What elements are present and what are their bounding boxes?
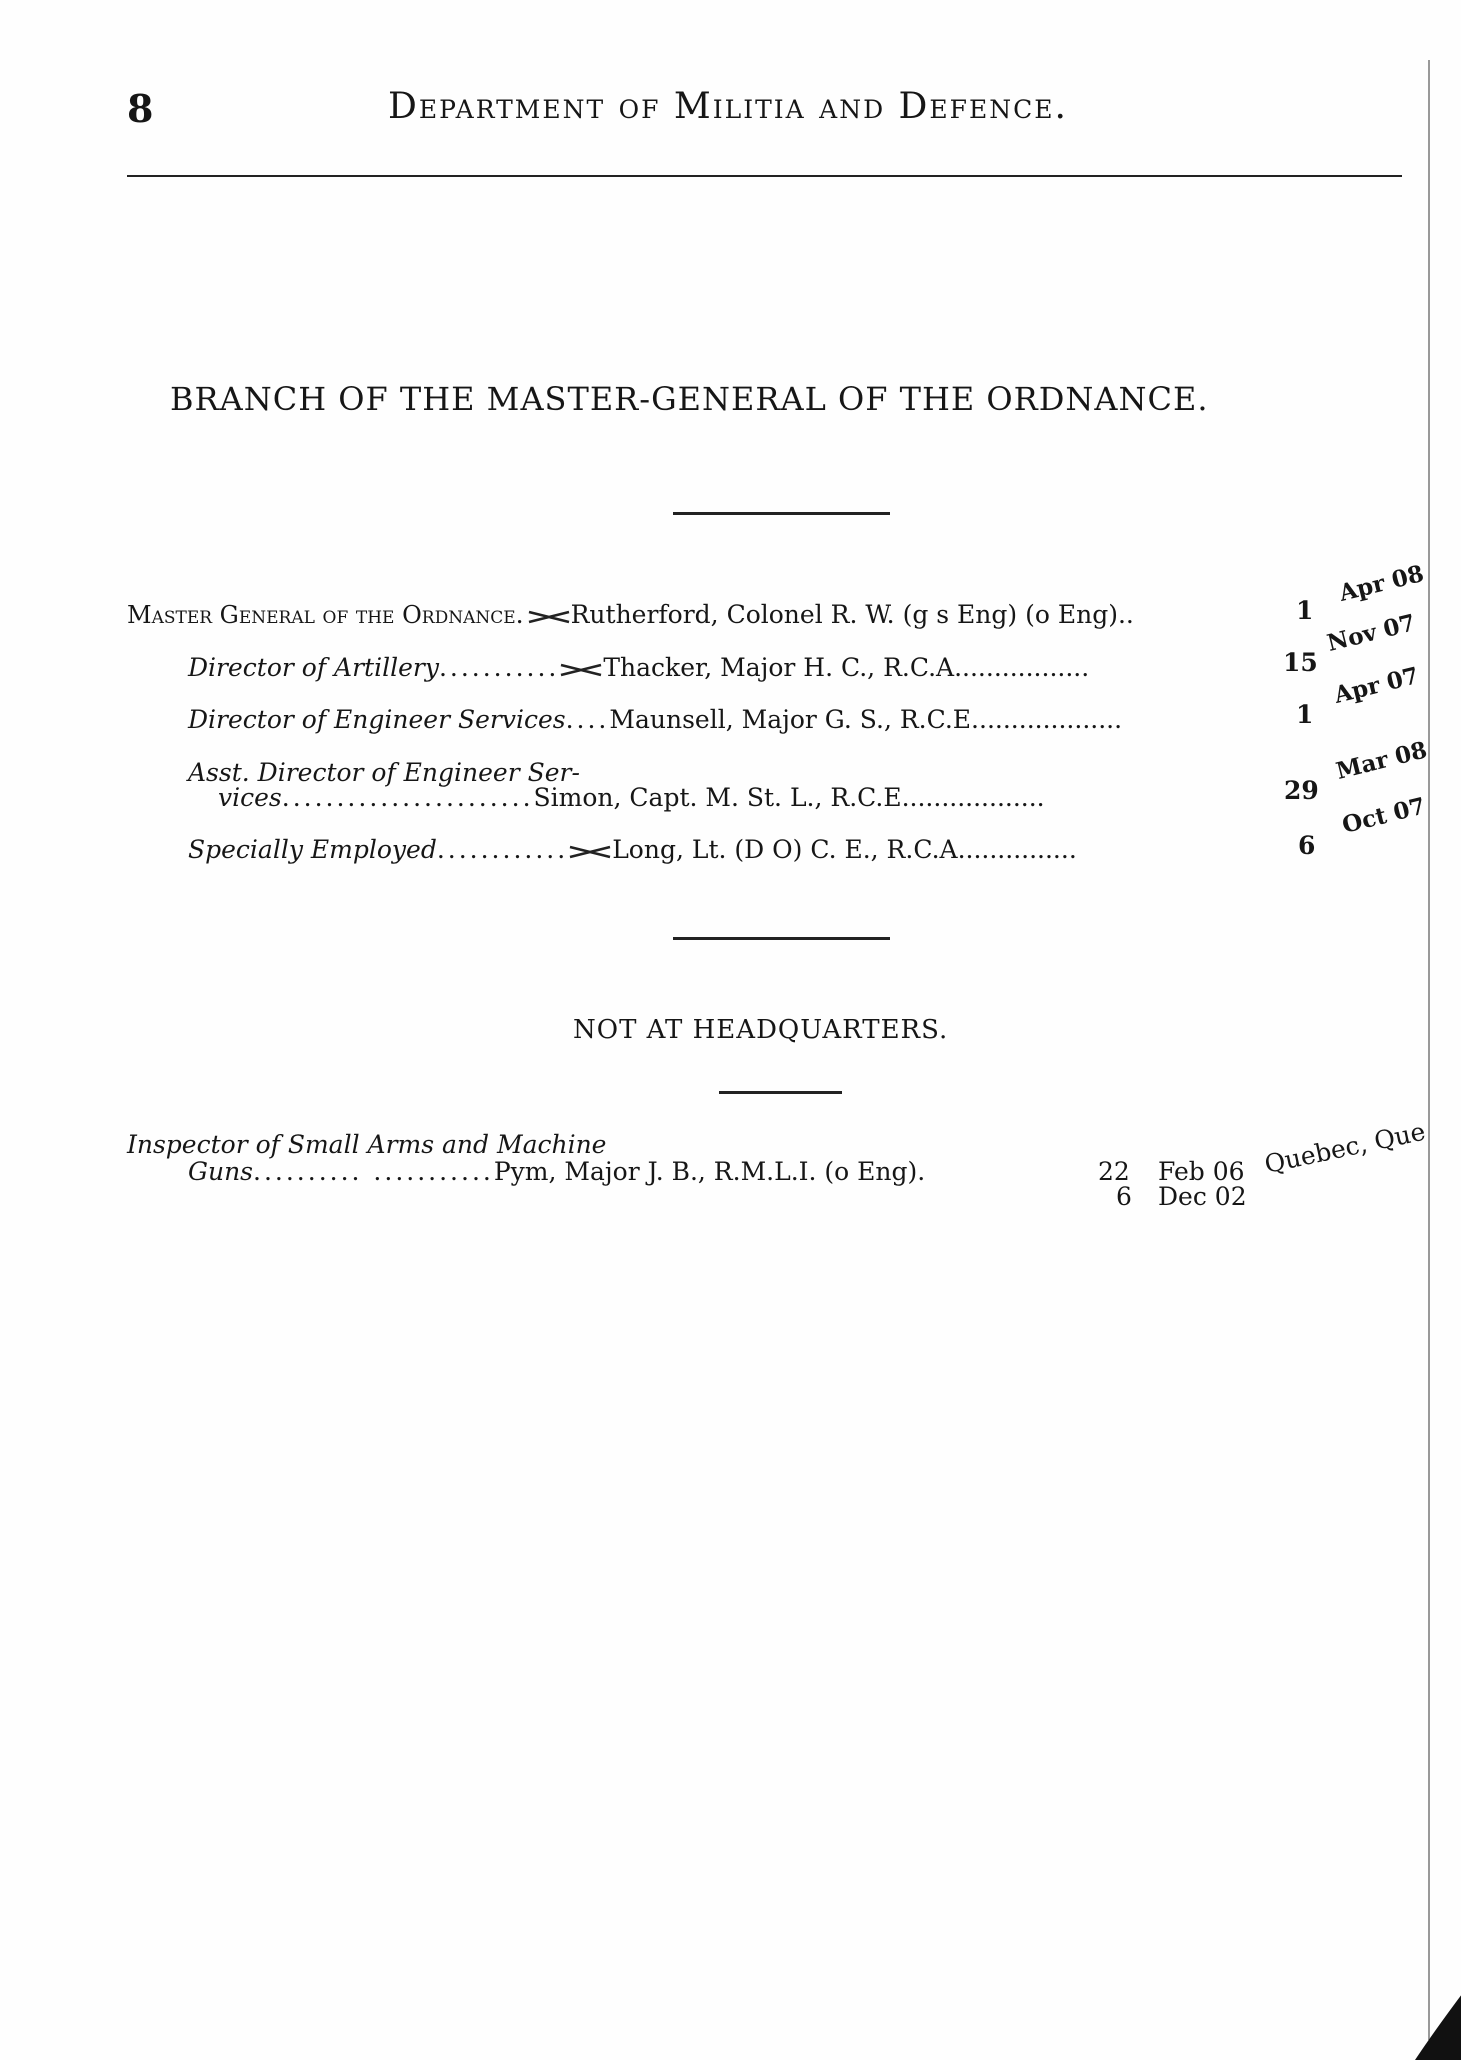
entry-day: 1 <box>1296 700 1314 729</box>
entry-day: 22 <box>1098 1157 1130 1186</box>
entry-label: Inspector of Small Arms and Machine <box>127 1130 607 1159</box>
entry-station: Quebec, Que <box>1261 1116 1428 1179</box>
entry-day: 15 <box>1283 648 1318 677</box>
entry-master-general <box>127 600 1134 629</box>
section-rule <box>673 937 890 940</box>
entry-day: 6 <box>1116 1182 1132 1211</box>
entry-director-artillery <box>188 653 1089 682</box>
running-title: Department of Militia and Defence. <box>388 86 1068 127</box>
leader-dots: ............ <box>436 835 569 864</box>
entry-name: Rutherford, Colonel R. W. (g s Eng) (o Eng).. <box>570 600 1134 629</box>
entry-month: Mar 08 <box>1333 736 1430 785</box>
page-corner-mark <box>1405 1990 1461 2060</box>
page-number: 8 <box>127 86 154 131</box>
header-rule <box>127 175 1402 177</box>
subsection-rule <box>719 1091 842 1094</box>
entry-specially-employed <box>188 835 1077 864</box>
entry-director-engineer <box>188 705 1122 734</box>
crossed-swords-icon <box>559 662 603 678</box>
entry-month: Dec 02 <box>1158 1182 1247 1211</box>
entry-asst-director <box>218 783 1045 812</box>
crossed-swords-icon <box>527 609 571 625</box>
entry-label: Director of Engineer Services <box>188 705 566 734</box>
entry-name: Maunsell, Major G. S., R.C.E................... <box>609 705 1123 734</box>
entry-label: vices <box>218 783 282 812</box>
entry-day: 6 <box>1298 831 1316 860</box>
entry-name: Thacker, Major H. C., R.C.A................. <box>603 653 1090 682</box>
leader-dots: .... <box>565 705 610 734</box>
entry-name: Pym, Major J. B., R.M.L.I. (o Eng). <box>493 1157 926 1186</box>
entry-month: Nov 07 <box>1324 609 1419 657</box>
section-title: BRANCH OF THE MASTER-GENERAL OF THE ORDNANCE. <box>170 380 1209 418</box>
entry-inspector-line1 <box>127 1130 606 1159</box>
leader-dots: ........... <box>438 653 560 682</box>
entry-month: Oct 07 <box>1339 792 1429 839</box>
entry-label: Asst. Director of Engineer Ser- <box>188 758 580 787</box>
entry-name: Long, Lt. (D O) C. E., R.C.A............... <box>612 835 1077 864</box>
subsection-title: NOT AT HEADQUARTERS. <box>573 1015 949 1045</box>
page-edge-shadow <box>1428 60 1430 2040</box>
entry-day: 29 <box>1284 776 1319 805</box>
section-rule <box>673 512 890 515</box>
entry-month: Apr 07 <box>1331 661 1422 709</box>
entry-label: Specially Employed <box>188 835 437 864</box>
leader-dots: ....................... <box>281 783 534 812</box>
crossed-swords-icon <box>568 844 612 860</box>
leader-dots: . <box>515 600 527 629</box>
entry-inspector <box>188 1157 925 1186</box>
entry-day: 1 <box>1296 596 1314 625</box>
entry-label: Director of Artillery <box>188 653 439 682</box>
entry-month: Feb 06 <box>1158 1157 1245 1186</box>
entry-label: Master General of the Ordnance <box>127 601 516 629</box>
entry-name: Simon, Capt. M. St. L., R.C.E.................. <box>533 783 1045 812</box>
entry-label: Guns <box>188 1157 254 1186</box>
leader-dots: .......... ........... <box>253 1157 494 1186</box>
entry-month: Apr 08 <box>1336 559 1427 607</box>
